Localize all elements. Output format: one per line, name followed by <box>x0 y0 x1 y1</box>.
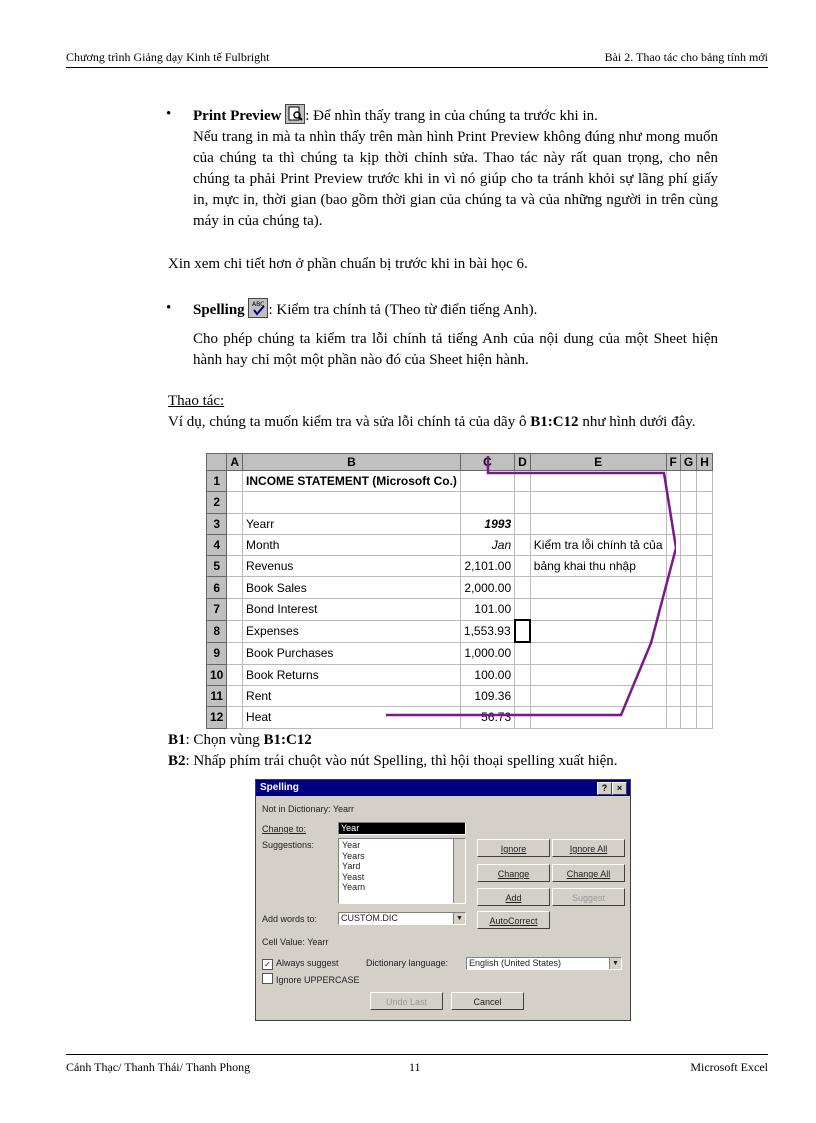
spelling-title: Spelling <box>193 302 245 318</box>
suggestions-list[interactable] <box>338 838 466 904</box>
cell-h[interactable] <box>697 620 713 642</box>
cell-h[interactable] <box>697 642 713 664</box>
cell-g[interactable] <box>680 577 696 598</box>
cell-a[interactable] <box>227 492 243 513</box>
column-header[interactable]: D <box>515 454 531 471</box>
sheet-row <box>207 664 713 685</box>
row-header[interactable]: 10 <box>207 664 227 685</box>
dictionary-language-select[interactable]: English (United States) ▼ <box>466 957 622 970</box>
cell-c[interactable]: 1,553.93 <box>460 620 514 642</box>
cell-g[interactable] <box>680 556 696 577</box>
dialog-title: Spelling <box>260 782 299 793</box>
cell-c[interactable] <box>460 492 514 513</box>
ignore-all-button[interactable]: Ignore All <box>552 839 625 857</box>
change-to-input[interactable]: Year <box>338 822 466 835</box>
cell-h[interactable] <box>697 471 713 492</box>
page-header <box>66 50 768 65</box>
cell-d[interactable] <box>515 534 531 555</box>
cell-b[interactable]: Book Returns <box>243 664 461 685</box>
cell-d[interactable] <box>515 577 531 598</box>
cell-b[interactable]: Expenses <box>243 620 461 642</box>
cell-d[interactable] <box>515 556 531 577</box>
not-in-dictionary-label: Not in Dictionary: Yearr <box>262 804 355 814</box>
spelling-desc: : Kiểm tra chính tả (Theo từ điển tiếng Anh). <box>268 302 538 318</box>
sheet-row <box>207 685 713 706</box>
sheet-row <box>207 620 713 642</box>
spelling-paragraph: Cho phép chúng ta kiểm tra lỗi chính tả tiếng Anh của nội dung của một Sheet hiện hành hay chỉ một một phần nào đó của Sheet hiện hành. <box>193 331 718 368</box>
row-header[interactable]: 4 <box>207 534 227 555</box>
suggestion-item[interactable]: Yearn <box>342 882 366 892</box>
suggestion-item[interactable]: Year <box>342 840 361 850</box>
undo-last-button[interactable]: Undo Last <box>370 992 443 1010</box>
sheet-row <box>207 642 713 664</box>
column-header[interactable]: B <box>243 454 461 471</box>
cell-h[interactable] <box>697 707 713 728</box>
cell-e[interactable] <box>530 642 666 664</box>
cell-c[interactable]: 101.00 <box>460 598 514 620</box>
spelling-section: • Spelling ABC : Kiểm tra chính tả (Theo từ điển tiếng Anh). Cho phép chúng ta kiểm tra lỗi chính tả tiếng Anh của nội dung của một Sheet hiện hành hay chỉ một một phần nào đó của Sheet hiện hành. <box>168 298 718 371</box>
add-words-label: Add words to: <box>262 914 318 924</box>
change-to-label: Change to: <box>262 824 307 834</box>
cell-b[interactable]: Month <box>243 534 461 555</box>
spreadsheet-table <box>206 453 713 729</box>
cell-f[interactable] <box>666 513 680 534</box>
ignore-uppercase-checkbox[interactable]: Ignore UPPERCASE <box>262 973 360 985</box>
column-header[interactable]: C <box>460 454 514 471</box>
cell-b[interactable]: INCOME STATEMENT (Microsoft Co.) <box>243 471 461 492</box>
checkbox-checked-icon: ✓ <box>262 959 273 970</box>
cell-f[interactable] <box>666 598 680 620</box>
column-header[interactable]: A <box>227 454 243 471</box>
checkbox-unchecked-icon <box>262 973 273 984</box>
cell-h[interactable] <box>697 492 713 513</box>
cell-a[interactable] <box>227 534 243 555</box>
footer-right: Microsoft Excel <box>690 1060 768 1074</box>
cell-g[interactable] <box>680 642 696 664</box>
suggestions-label: Suggestions: <box>262 840 315 850</box>
cell-c[interactable]: 2,101.00 <box>460 556 514 577</box>
step-b2: B2: Nhấp phím trái chuột vào nút Spelling, thì hội thoại spelling xuất hiện. <box>168 753 618 769</box>
sheet-row <box>207 513 713 534</box>
cell-b[interactable]: Rent <box>243 685 461 706</box>
print-preview-title: Print Preview <box>193 108 282 124</box>
close-button[interactable]: × <box>612 782 627 795</box>
help-button[interactable]: ? <box>597 782 612 795</box>
cell-e[interactable] <box>530 664 666 685</box>
step-b1: B1: Chọn vùng B1:C12 <box>168 732 312 748</box>
cell-a[interactable] <box>227 664 243 685</box>
sheet-row <box>207 471 713 492</box>
print-preview-section: • Print Preview : Để nhìn thấy trang in của chúng ta trước khi in. Nếu trang in mà ta nhìn thấy trên màn hình Print Preview không đúng như mong muốn của chúng ta thì chúng ta kịp thời chỉnh sửa. Thao tác này rất quan trọng, cho nên chúng ta phải Print Preview trước khi in vì nó giúp cho ta tránh khỏi sự lãng phí giấy in, mực in, thời gian (bao gồm thời gian của chúng ta và của những người in trên cùng máy in của chúng ta). <box>168 104 718 232</box>
cell-a[interactable] <box>227 556 243 577</box>
cell-a[interactable] <box>227 620 243 642</box>
cell-b[interactable]: Heat <box>243 707 461 728</box>
header-rule <box>66 67 768 68</box>
row-header[interactable]: 12 <box>207 707 227 728</box>
cell-f[interactable] <box>666 556 680 577</box>
page-number: 11 <box>409 1060 421 1074</box>
cell-h[interactable] <box>697 513 713 534</box>
cell-d[interactable] <box>515 471 531 492</box>
suggestions-scrollbar[interactable] <box>453 839 465 903</box>
cell-a[interactable] <box>227 642 243 664</box>
cell-a[interactable] <box>227 598 243 620</box>
print-preview-icon <box>285 104 305 124</box>
cell-c[interactable]: 100.00 <box>460 664 514 685</box>
cell-a[interactable] <box>227 577 243 598</box>
cell-b[interactable]: Book Purchases <box>243 642 461 664</box>
row-header[interactable]: 11 <box>207 685 227 706</box>
note-cell[interactable]: bảng khai thu nhập <box>530 556 666 577</box>
change-button[interactable]: Change <box>477 864 550 882</box>
cell-h[interactable] <box>697 577 713 598</box>
cell-a[interactable] <box>227 685 243 706</box>
cell-g[interactable] <box>680 534 696 555</box>
add-button[interactable]: Add <box>477 888 550 906</box>
cell-f[interactable] <box>666 707 680 728</box>
row-header[interactable]: 1 <box>207 471 227 492</box>
spelling-icon <box>248 298 268 318</box>
suggest-button[interactable]: Suggest <box>552 888 625 906</box>
chevron-down-icon[interactable]: ▼ <box>453 913 465 924</box>
cell-b[interactable]: Yearr <box>243 513 461 534</box>
cell-f[interactable] <box>666 685 680 706</box>
cell-f[interactable] <box>666 492 680 513</box>
sheet-row <box>207 492 713 513</box>
dialog-titlebar <box>256 780 630 796</box>
cell-g[interactable] <box>680 471 696 492</box>
sheet-row <box>207 534 713 555</box>
cell-f[interactable] <box>666 577 680 598</box>
always-suggest-checkbox[interactable]: ✓ Always suggest <box>262 958 339 970</box>
cell-c[interactable]: 56.73 <box>460 707 514 728</box>
cell-d[interactable] <box>515 664 531 685</box>
see-more-text: Xin xem chi tiết hơn ở phần chuẩn bị trước khi in bài học 6. <box>168 256 528 272</box>
header-left: Chương trình Giảng dạy Kinh tế Fulbright <box>66 50 270 64</box>
cell-d[interactable] <box>515 513 531 534</box>
cell-h[interactable] <box>697 556 713 577</box>
suggestion-item[interactable]: Years <box>342 850 365 861</box>
row-header[interactable]: 7 <box>207 598 227 620</box>
note-cell[interactable]: Kiểm tra lỗi chính tả của <box>530 534 666 555</box>
cancel-button[interactable]: Cancel <box>451 992 524 1010</box>
cell-d[interactable] <box>515 620 531 642</box>
sheet-row <box>207 556 713 577</box>
cell-h[interactable] <box>697 685 713 706</box>
row-header[interactable]: 5 <box>207 556 227 577</box>
add-words-select[interactable]: CUSTOM.DIC ▼ <box>338 912 466 925</box>
cell-a[interactable] <box>227 513 243 534</box>
cell-a[interactable] <box>227 707 243 728</box>
column-header[interactable]: F <box>666 454 680 471</box>
cell-c[interactable]: 1993 <box>460 513 514 534</box>
ignore-button[interactable]: Ignore <box>477 839 550 857</box>
cell-d[interactable] <box>515 642 531 664</box>
cell-d[interactable] <box>515 492 531 513</box>
example-text: Ví dụ, chúng ta muốn kiểm tra và sửa lỗi chính tả của dãy ô B1:C12 như hình dưới đây. <box>168 414 696 430</box>
spelling-dialog <box>255 779 631 1021</box>
cell-b[interactable]: Bond Interest <box>243 598 461 620</box>
cell-f[interactable] <box>666 620 680 642</box>
dictionary-language-label: Dictionary language: <box>366 958 449 968</box>
cell-g[interactable] <box>680 620 696 642</box>
chevron-down-icon[interactable]: ▼ <box>609 958 621 969</box>
cell-h[interactable] <box>697 534 713 555</box>
cell-g[interactable] <box>680 513 696 534</box>
cell-b[interactable] <box>243 492 461 513</box>
row-header[interactable]: 8 <box>207 620 227 642</box>
cell-b[interactable]: Book Sales <box>243 577 461 598</box>
cell-c[interactable]: 1,000.00 <box>460 642 514 664</box>
sheet-row <box>207 598 713 620</box>
page-footer <box>66 1060 768 1075</box>
footer-rule <box>66 1054 768 1055</box>
svg-text:ABC: ABC <box>252 301 265 308</box>
footer-left: Cảnh Thạc/ Thanh Thái/ Thanh Phong <box>66 1060 251 1074</box>
sheet-row <box>207 577 713 598</box>
cell-g[interactable] <box>680 707 696 728</box>
autocorrect-button[interactable]: AutoCorrect <box>477 911 550 929</box>
cell-h[interactable] <box>697 598 713 620</box>
cell-c[interactable]: 109.36 <box>460 685 514 706</box>
cell-c[interactable]: Jan <box>460 534 514 555</box>
cell-e[interactable] <box>530 598 666 620</box>
column-header[interactable] <box>207 454 227 471</box>
cell-e[interactable] <box>530 620 666 642</box>
column-header-row <box>207 454 713 471</box>
column-header[interactable]: G <box>680 454 696 471</box>
cell-h[interactable] <box>697 664 713 685</box>
print-preview-desc: : Để nhìn thấy trang in của chúng ta trước khi in. <box>305 108 598 124</box>
cell-a[interactable] <box>227 471 243 492</box>
cell-g[interactable] <box>680 492 696 513</box>
cell-c[interactable]: 2,000.00 <box>460 577 514 598</box>
cell-f[interactable] <box>666 534 680 555</box>
header-right: Bài 2. Thao tác cho bảng tính mới <box>604 50 768 64</box>
cell-d[interactable] <box>515 685 531 706</box>
cell-e[interactable] <box>530 577 666 598</box>
thao-tac-heading: Thao tác: <box>168 393 225 409</box>
cell-g[interactable] <box>680 598 696 620</box>
cell-e[interactable] <box>530 492 666 513</box>
sheet-row <box>207 707 713 728</box>
row-header[interactable]: 6 <box>207 577 227 598</box>
cell-g[interactable] <box>680 685 696 706</box>
change-all-button[interactable]: Change All <box>552 864 625 882</box>
cell-e[interactable] <box>530 685 666 706</box>
cell-value-label: Cell Value: Yearr <box>262 937 329 947</box>
cell-f[interactable] <box>666 642 680 664</box>
print-preview-paragraph: Nếu trang in mà ta nhìn thấy trên màn hình Print Preview không đúng như mong muốn của chúng ta thì chúng ta kịp thời chỉnh sửa. Thao tác này rất quan trọng, cho nên chúng ta phải Print Preview trước khi in vì nó giúp cho ta tránh khỏi sự lãng phí giấy in, mực in, thời gian (bao gồm thời gian của chúng ta và của những người in trên cùng máy in của chúng ta). <box>193 129 718 229</box>
row-header[interactable]: 2 <box>207 492 227 513</box>
column-header[interactable]: H <box>697 454 713 471</box>
cell-e[interactable] <box>530 513 666 534</box>
cell-e[interactable] <box>530 471 666 492</box>
cell-f[interactable] <box>666 664 680 685</box>
cell-d[interactable] <box>515 598 531 620</box>
suggestion-item[interactable]: Yard <box>342 861 361 871</box>
cell-f[interactable] <box>666 471 680 492</box>
cell-e[interactable] <box>530 707 666 728</box>
spreadsheet-figure <box>206 453 709 725</box>
cell-d[interactable] <box>515 707 531 728</box>
cell-g[interactable] <box>680 664 696 685</box>
cell-b[interactable]: Revenus <box>243 556 461 577</box>
column-header[interactable]: E <box>530 454 666 471</box>
suggestion-item[interactable]: Yeast <box>342 871 365 882</box>
row-header[interactable]: 9 <box>207 642 227 664</box>
row-header[interactable]: 3 <box>207 513 227 534</box>
cell-c[interactable] <box>460 471 514 492</box>
